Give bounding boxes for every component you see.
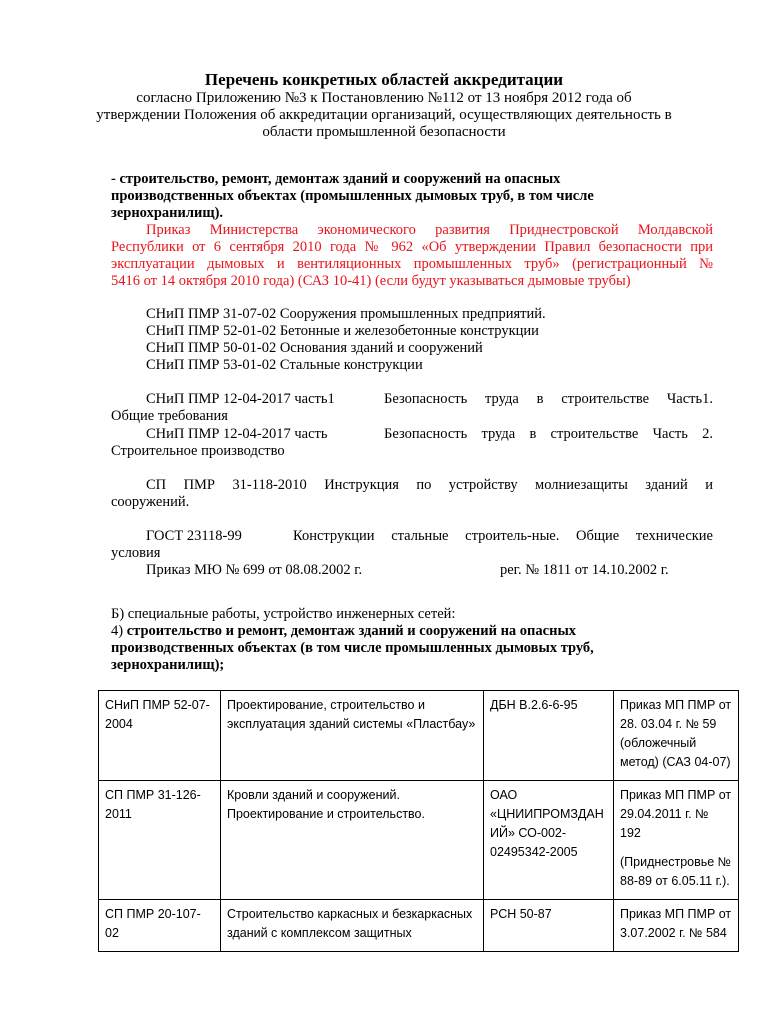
section2-item-text-1: строительство и ремонт, демонтаж зданий и сооружений на опасных xyxy=(126,623,577,639)
section2-item-number: 4) xyxy=(111,623,124,639)
page-title: Перечень конкретных областей аккредитации xyxy=(204,70,564,89)
table-cell-order: Приказ МП ПМР от 28. 03.04 г. № 59 (обложечный метод) (САЗ 04-07) xyxy=(614,691,739,781)
table-cell-order: Приказ МП ПМР от 3.07.2002 г. № 584 xyxy=(614,900,739,952)
section2-item-line-2: производственных объектах (в том числе промышленных дымовых труб, xyxy=(111,640,594,656)
snip-safety-2-text: Безопасность труда в строительстве Часть 2. xyxy=(384,426,713,442)
snip-safety-1-text: Безопасность труда в строительстве Часть1. xyxy=(384,391,713,407)
table-cell-title: Проектирование, строительство и эксплуатация зданий системы «Пластбау» xyxy=(221,691,484,781)
sp-line-cont: сооружений. xyxy=(111,494,190,510)
order-line-1: Приказ Министерства экономического развития Приднестровской Молдавской xyxy=(146,222,713,238)
table-cell-order: Приказ МП ПМР от 29.04.2011 г. № 192 (Приднестровье № 88-89 от 6.05.11 г.). xyxy=(614,781,739,900)
section2-label: Б) специальные работы, устройство инженерных сетей: xyxy=(111,606,456,622)
gost-text: Конструкции стальные строитель-ные. Общие технические xyxy=(293,528,713,544)
section2-item-line-3: зернохранилищ); xyxy=(111,657,225,673)
subtitle-line-3: области промышленной безопасности xyxy=(262,124,506,140)
snip-line-2: СНиП ПМР 52-01-02 Бетонные и железобетонные конструкции xyxy=(146,323,539,339)
mju-order: Приказ МЮ № 699 от 08.08.2002 г. xyxy=(146,562,363,578)
section2-item-line-1 xyxy=(111,623,576,641)
mju-registration: рег. № 1811 от 14.10.2002 г. xyxy=(500,562,669,578)
snip-line-1: СНиП ПМР 31-07-02 Сооружения промышленных предприятий. xyxy=(146,306,546,322)
table-cell-title: Кровли зданий и сооружений. Проектирование и строительство. xyxy=(221,781,484,900)
section1-heading-line-1: - строительство, ремонт, демонтаж зданий и сооружений на опасных xyxy=(111,171,561,187)
table-cell-ref: РСН 50-87 xyxy=(484,900,614,952)
table-row xyxy=(99,900,739,952)
snip-safety-1-cont: Общие требования xyxy=(111,408,228,424)
sp-line: СП ПМР 31-118-2010 Инструкция по устройству молниезащиты зданий и xyxy=(146,477,713,493)
snip-line-3: СНиП ПМР 50-01-02 Основания зданий и сооружений xyxy=(146,340,483,356)
gost-cont: условия xyxy=(111,545,161,561)
snip-safety-2-cont: Строительное производство xyxy=(111,443,285,459)
table-cell-ref: ОАО «ЦНИИПРОМЗДАН ИЙ» СО-002- 02495342-2005 xyxy=(484,781,614,900)
table-row xyxy=(99,781,739,900)
order-line-4: 5416 от 14 октября 2010 года) (САЗ 10-41) (если будут указываться дымовые трубы) xyxy=(111,273,631,289)
subtitle-line-2: утверждении Положения об аккредитации организаций, осуществляющих деятельность в xyxy=(96,107,672,123)
snip-safety-1-code: СНиП ПМР 12-04-2017 часть1 xyxy=(146,391,335,407)
section1-heading-line-2: производственных объектах (промышленных дымовых труб, в том числе xyxy=(111,188,594,204)
table-row xyxy=(99,691,739,781)
table-cell-code: СП ПМР 31-126- 2011 xyxy=(99,781,221,900)
table-cell-code: СНиП ПМР 52-07- 2004 xyxy=(99,691,221,781)
order-line-3: эксплуатации дымовых и вентиляционных промышленных труб» (регистрационный № xyxy=(111,256,713,272)
table-cell-code: СП ПМР 20-107- 02 xyxy=(99,900,221,952)
gost-code: ГОСТ 23118-99 xyxy=(146,528,242,544)
snip-line-4: СНиП ПМР 53-01-02 Стальные конструкции xyxy=(146,357,423,373)
table-cell-title: Строительство каркасных и безкаркасных зданий с комплексом защитных xyxy=(221,900,484,952)
standards-table xyxy=(98,690,739,952)
subtitle-line-1: согласно Приложению №3 к Постановлению №112 от 13 ноября 2012 года об xyxy=(136,90,632,106)
section1-heading-line-3: зернохранилищ). xyxy=(111,205,224,221)
order-line-2: Республики от 6 сентября 2010 года № 962 «Об утверждении Правил безопасности при xyxy=(111,239,713,255)
table-cell-ref: ДБН В.2.6-6-95 xyxy=(484,691,614,781)
snip-safety-2-code: СНиП ПМР 12-04-2017 часть xyxy=(146,426,328,442)
